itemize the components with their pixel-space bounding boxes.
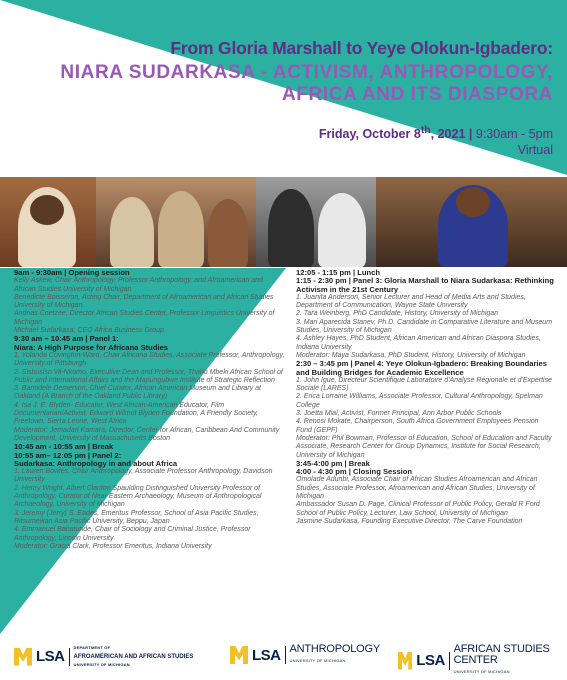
schedule-entry: Moderator: Jemadari Kamara, Director, Center for African, Caribbean And Community Development, University of Massachusetts Boston — [14, 426, 280, 442]
schedule-entry: 2. Tara Weinberg, PhD Candidate, History, University of Michigan — [296, 310, 499, 318]
schedule-heading: 12:05 - 1:15 pm | Lunch — [296, 268, 380, 277]
schedule-entry: 4. Isa J. E. Blyden- Educator, West African-American Educator, Film Documentarian/Activist, Edward Wilmot Blyden Foundation, A Friendly Society, Freetown, Sierra Leone, West Africa — [14, 401, 259, 426]
schedule-heading: 10:55 am– 12:05 pm | Panel 2: — [14, 450, 122, 460]
header — [0, 0, 567, 180]
schedule-entry: 1. Lauren Bowles, Chair Anthropology, Associate Professor Anthropology, Davidson University — [14, 468, 273, 484]
schedule-entry: 1. Juanita Anderson, Senior Lecturer and Head of Media Arts and Studies, Department of Communication, Wayne State University — [296, 293, 526, 310]
event-title-line1: From Gloria Marshall to Yeye Olokun-Igbadero: — [170, 38, 553, 58]
schedule-entry: Kelly Askew, Chair Anthropology, Professor Anthropology, and Afroamerican and African Studies University of Michigan — [14, 277, 263, 293]
event-mode: Virtual — [517, 143, 553, 157]
schedule-entry: 3. Mari Aparecida Stanev, Ph.D. Candidate in Comparative Literature and Museum Studies, University of Michigan — [296, 318, 553, 335]
schedule-heading: 2:30 – 3:45 pm | Panel 4: Yeye Olokun-Igbadero: Breaking Boundaries and Building Bridges for Academic Excellence — [296, 359, 547, 377]
footer-logos — [0, 634, 567, 680]
schedule-entry: 2. Henry Wright, Albert Clanton Spaulding Distinguished University Professor of Anthropology, Curator of Near Eastern Archaeology, Museum of Anthropological Archaeology, University of Michigan — [14, 484, 262, 509]
schedule-entry: Jasmine Sudarkasa, Founding Executive Director, The Carve Foundation — [296, 517, 523, 525]
schedule-entry: 3. Jeremy (Jerry) S. Eades, Emeritus Professor, School of Asia Pacific Studies, Ritsumeikan Asia Pacific University, Beppu, Japan — [14, 509, 259, 525]
schedule-heading: 3:45-4:00 pm | Break — [296, 458, 370, 468]
schedule-entry: 3. Joetta Mial, Activist, Former Principal, Ann Arbor Public Schools — [296, 410, 502, 418]
schedule-left-column — [14, 269, 286, 551]
logo-anthropology: LSA ANTHROPOLOGY UNIVERSITY OF MICHIGAN — [230, 644, 380, 666]
schedule-entry: Moderator: Gracia Clark, Professor Emeritus, Indiana University — [14, 542, 212, 550]
photo-ceremony-group — [96, 177, 256, 267]
logo-african-studies-center: LSA AFRICAN STUDIES CENTER UNIVERSITY OF MICHIGAN — [398, 644, 567, 677]
schedule-entry: Michael Sudarkasa, CEO Africa Business Group — [14, 327, 164, 335]
schedule-entry: Moderator: Phil Bowman, Professor of Education, School of Education and Faculty Associate, Research Center for Group Dynamics, Institute for Social Research, University of Michigan — [296, 434, 552, 459]
schedule-heading: Sudarkasa: Anthropology in and about Africa — [14, 458, 178, 468]
michigan-block-m-icon — [398, 652, 412, 670]
logo-afroamerican-african-studies: LSA DEPARTMENT OF AFROAMERICAN AND AFRICAN STUDIES UNIVERSITY OF MICHIGAN — [14, 644, 193, 669]
photo-strip — [0, 177, 567, 267]
schedule-heading: 9am - 9:30am | Opening session — [14, 268, 130, 277]
schedule-right-column — [296, 269, 554, 526]
schedule-entry: Ambassador Susan D. Page, Clinical Professor of Public Policy, Gerald R Ford School of Public Policy, Lecturer, Law School, University of Michigan — [296, 501, 540, 517]
schedule-heading: 4:00 - 4:30 pm | Closing Session — [296, 467, 413, 477]
schedule-heading: 1:15 - 2:30 pm | Panel 3: Gloria Marshall to Niara Sudarkasa: Rethinking Activism in the 21st Century — [296, 276, 554, 294]
event-title-line2: NIARA SUDARKASA - ACTIVISM, ANTHROPOLOGY, AFRICA AND ITS DIASPORA — [60, 62, 553, 105]
michigan-block-m-icon — [230, 646, 248, 664]
schedule-entry: 1. Yolanda Covington-Ward, Chair Africana Studies, Associate Professor, Anthropology, University of Pittsburgh — [14, 351, 285, 368]
schedule-entry: Andrias Coetzee, Director African Studies Center, Professor Linguistics University of Michigan — [14, 310, 275, 326]
schedule-entry: 4. Ashley Hayes, PhD Student, African American and African Diaspora Studies, Indiana University — [296, 335, 541, 351]
schedule-heading: Niara: A High Purpose for Africana Studies — [14, 342, 169, 352]
photo-portrait-sunglasses — [0, 177, 96, 267]
schedule-entry: Moderator: Maya Sudarkasa, PhD Student, History, University of Michigan — [296, 351, 526, 359]
schedule-entry: 1. John Igue, Directeur Scientifique Laboratoire d'Analyse Régionale et d'Expertise Sociale (LARES) — [296, 376, 552, 393]
event-date: Friday, October 8th, 2021 | 9:30am - 5pm — [318, 125, 553, 142]
schedule-entry: Benedicte Boisseron, Acting Chair, Department of Afroamerican and African Studies University of Michigan — [14, 293, 274, 310]
schedule-entry: 2. Sisbusiso Vil-Nkomo, Executive Dean and Professor, Thabo Mbeki African School of Public and International Affairs and the Mapungubwe Institute of Strategic Reflection — [14, 368, 283, 384]
schedule-entry: 3. Barnidele Demerson, Chief Curator, African American Museum and Library at Oakland (A Branch of the Oakland Public Library) — [14, 385, 261, 401]
photo-graduation-gown — [376, 177, 567, 267]
schedule-heading: 10:45 am - 10:55 am | Break — [14, 442, 114, 452]
schedule-entry: Omolade Adunbi, Associate Chair of African Studies Afroamerican and African Studies, Associate Professor, Afroamerican and African Studies, University of Michigan — [296, 476, 538, 501]
michigan-block-m-icon — [14, 648, 32, 666]
photo-black-and-white — [256, 177, 376, 267]
schedule-heading: 9:30 am – 10:45 am | Panel 1: — [14, 334, 119, 344]
schedule-entry: 2. Erica Lorraine Williams, Associate Professor, Cultural Anthropology, Spelman College — [296, 393, 543, 409]
schedule-entry: 4. Renosi Mokate, Chairperson, South Africa Government Employees Pension Fund (GEPF) — [296, 418, 539, 434]
schedule-entry: 4. Emmanuel Babatunde, Chair of Sociology and Criminal Justice, Professor Anthropology, Lincoln University — [14, 526, 251, 542]
